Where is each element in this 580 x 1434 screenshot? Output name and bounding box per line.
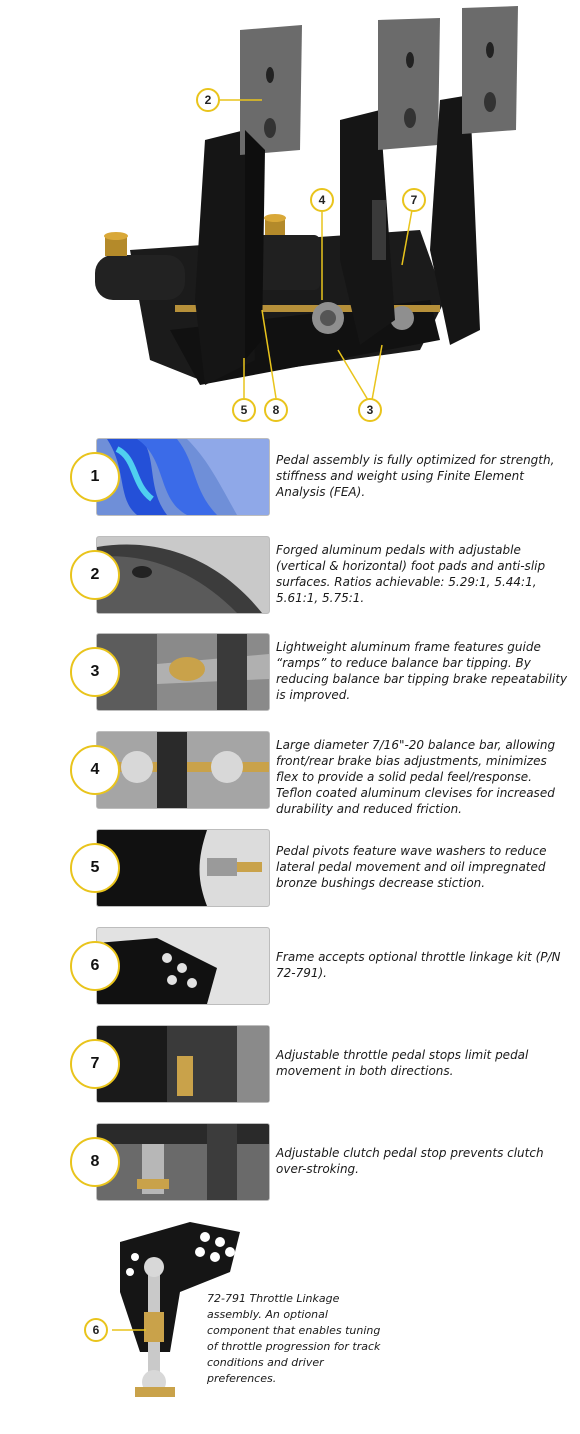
feature-number: 8 <box>70 1137 120 1187</box>
balance-bar-image <box>96 731 270 809</box>
feature-number: 2 <box>70 550 120 600</box>
feature-row <box>70 438 575 516</box>
feature-number: 1 <box>70 452 120 502</box>
linkage-description: 72-791 Throttle Linkage assembly. An optional component that enables tuning of throttle progression for track conditions and driver preferences. <box>207 1292 381 1385</box>
fea-analysis-image <box>96 438 270 516</box>
feature-row <box>70 1025 575 1103</box>
feature-number: 3 <box>70 647 120 697</box>
callout-7: 7 <box>402 188 426 212</box>
clutch-stop-image <box>96 1123 270 1201</box>
feature-row <box>70 927 575 1005</box>
feature-description: Adjustable throttle pedal stops limit pedal movement in both directions. <box>276 1048 529 1078</box>
feature-description: Frame accepts optional throttle linkage kit (P/N 72-791). <box>276 950 561 980</box>
pedal-pivot-image <box>96 829 270 907</box>
throttle-stop-image <box>96 1025 270 1103</box>
feature-row <box>70 536 575 614</box>
callout-4: 4 <box>310 188 334 212</box>
throttle-linkage-mount-image <box>96 927 270 1005</box>
callout-2: 2 <box>196 88 220 112</box>
foot-pad-image <box>96 536 270 614</box>
callout-8: 8 <box>264 398 288 422</box>
feature-number: 5 <box>70 843 120 893</box>
feature-description: Large diameter 7/16"-20 balance bar, allowing front/rear brake bias adjustments, minimizes flex to provide a solid pedal feel/response. Teflon coated aluminum clevises for increased durability and reduced friction. <box>276 738 556 816</box>
feature-description: Pedal pivots feature wave washers to reduce lateral pedal movement and oil impregnated bronze bushings decrease stiction. <box>276 844 547 890</box>
callout-5: 5 <box>232 398 256 422</box>
pedal-assembly-image <box>0 0 580 430</box>
callout-3: 3 <box>358 398 382 422</box>
feature-row <box>70 1123 575 1201</box>
feature-number: 4 <box>70 745 120 795</box>
feature-description: Forged aluminum pedals with adjustable (vertical & horizontal) foot pads and anti-slip surfaces. Ratios achievable: 5.29:1, 5.44:1, 5.61:1, 5.75:1. <box>276 543 546 605</box>
feature-number: 6 <box>70 941 120 991</box>
frame-ramps-image <box>96 633 270 711</box>
feature-description: Pedal assembly is fully optimized for strength, stiffness and weight using Finite Element Analysis (FEA). <box>276 453 555 499</box>
feature-row <box>70 633 575 711</box>
feature-description: Adjustable clutch pedal stop prevents clutch over-stroking. <box>276 1146 544 1176</box>
feature-description: Lightweight aluminum frame features guide “ramps” to reduce balance bar tipping. By reducing balance bar tipping brake repeatability is improved. <box>276 640 568 702</box>
callout-6: 6 <box>84 1318 108 1342</box>
feature-number: 7 <box>70 1039 120 1089</box>
feature-row <box>70 829 575 907</box>
feature-row <box>70 731 575 816</box>
